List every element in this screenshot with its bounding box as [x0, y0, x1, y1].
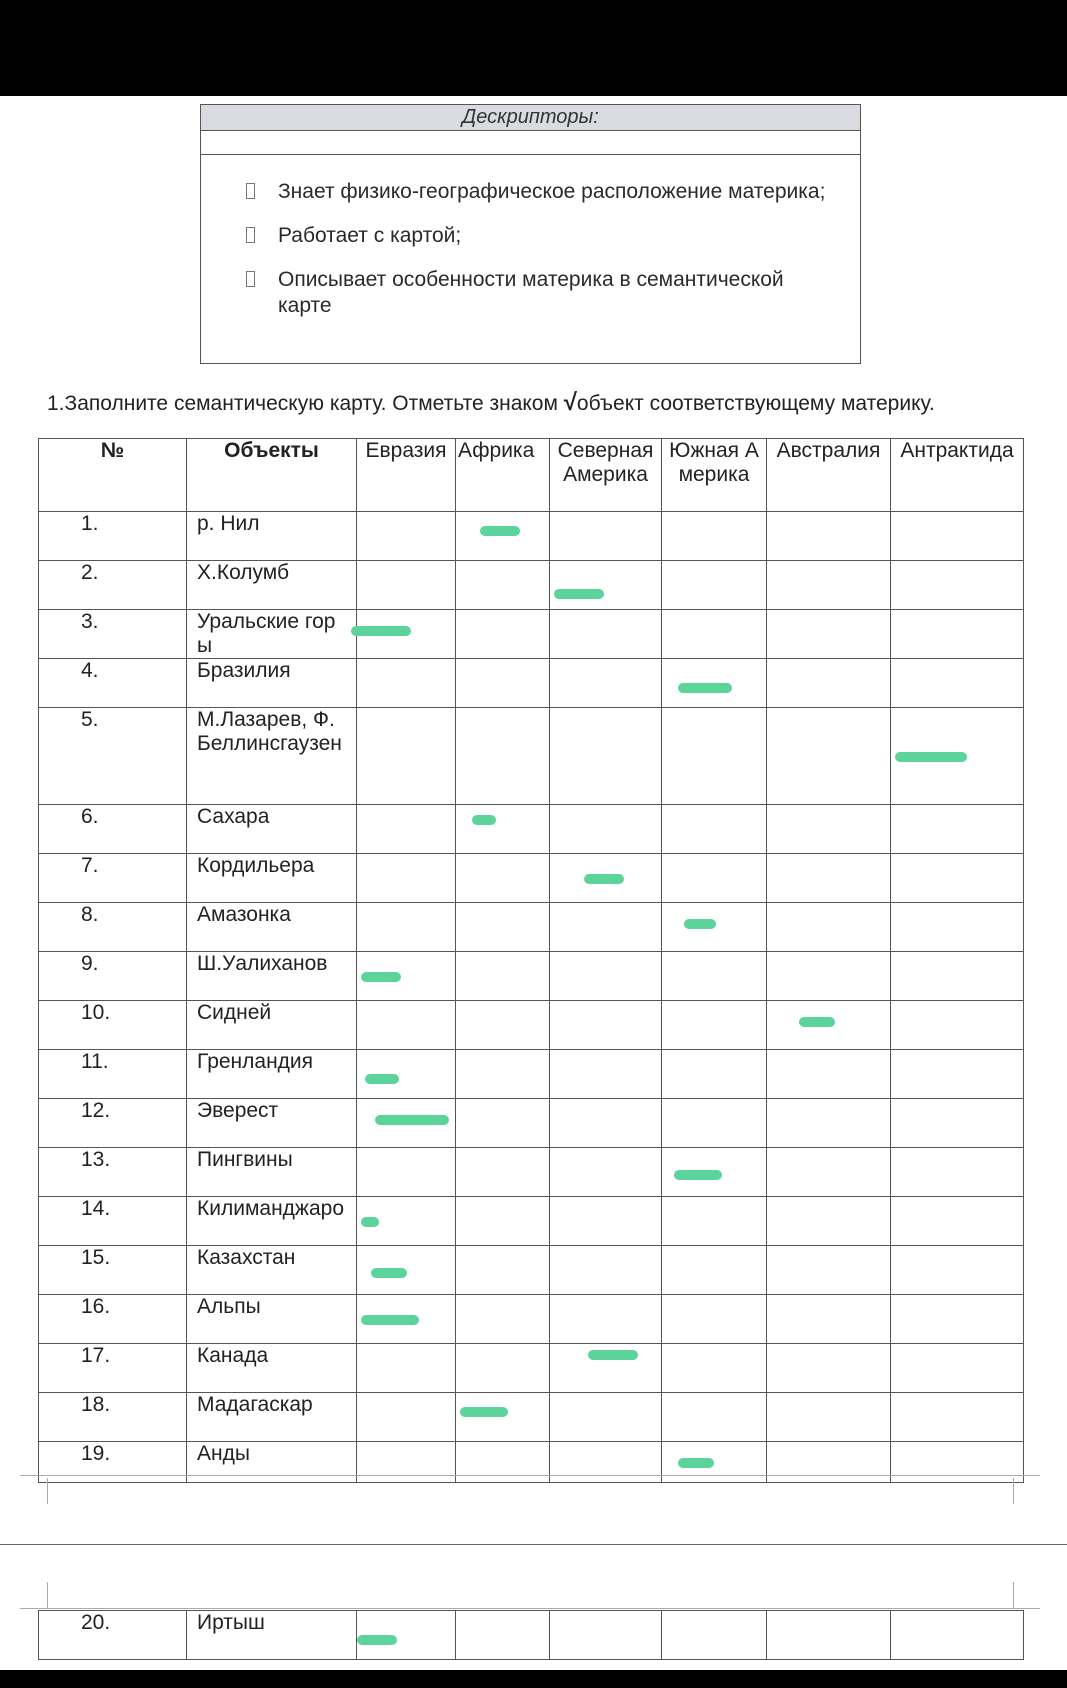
mark-cell[interactable]: [891, 1295, 1024, 1344]
mark-cell[interactable]: [767, 610, 891, 659]
header-eurasia: Евразия: [357, 439, 456, 512]
mark-cell[interactable]: [456, 1197, 550, 1246]
header-antarctica: Антрактида: [891, 439, 1024, 512]
row-object: Иртыш: [187, 1611, 357, 1660]
mark-cell[interactable]: [891, 659, 1024, 708]
mark-cell[interactable]: [456, 1393, 550, 1442]
mark-cell[interactable]: [456, 903, 550, 952]
mark-cell[interactable]: [357, 708, 456, 805]
table-row: [39, 1099, 1024, 1148]
row-number: 16.: [39, 1295, 187, 1344]
mark-cell[interactable]: [550, 1344, 662, 1393]
mark-cell[interactable]: [662, 512, 767, 561]
missing-glyph-icon: [246, 227, 255, 243]
mark-cell[interactable]: [662, 1148, 767, 1197]
mark-cell[interactable]: [357, 1344, 456, 1393]
header-australia: Австралия: [767, 439, 891, 512]
row-number: 14.: [39, 1197, 187, 1246]
mark-cell[interactable]: [550, 854, 662, 903]
mark-cell[interactable]: [456, 805, 550, 854]
mark-cell[interactable]: [550, 708, 662, 805]
page-corner-mark: [47, 1478, 48, 1504]
row-object: Казахстан: [187, 1246, 357, 1295]
mark-cell[interactable]: [357, 903, 456, 952]
mark-cell[interactable]: [456, 1001, 550, 1050]
row-object: Амазонка: [187, 903, 357, 952]
mark-cell[interactable]: [550, 1246, 662, 1295]
mark-cell[interactable]: [456, 610, 550, 659]
bottom-black-bar: [0, 1670, 1067, 1688]
row-object: М.Лазарев, Ф. Беллинсгаузен: [187, 708, 357, 805]
row-object: Эверест: [187, 1099, 357, 1148]
top-black-bar: [0, 0, 1067, 96]
mark-cell[interactable]: [456, 561, 550, 610]
mark-cell[interactable]: [456, 512, 550, 561]
mark-cell[interactable]: [456, 1050, 550, 1099]
green-marker: [361, 972, 401, 982]
table-row: [39, 805, 1024, 854]
table-row: [39, 952, 1024, 1001]
mark-cell[interactable]: [767, 952, 891, 1001]
mark-cell[interactable]: [891, 1246, 1024, 1295]
mark-cell[interactable]: [767, 854, 891, 903]
mark-cell[interactable]: [891, 903, 1024, 952]
green-marker: [357, 1635, 397, 1645]
mark-cell[interactable]: [456, 659, 550, 708]
page-break-line: [0, 1544, 1067, 1545]
row-number: 13.: [39, 1148, 187, 1197]
mark-cell[interactable]: [891, 610, 1024, 659]
mark-cell[interactable]: [767, 1344, 891, 1393]
row-object: Кордильера: [187, 854, 357, 903]
page-corner-mark: [1013, 1582, 1014, 1608]
mark-cell[interactable]: [456, 952, 550, 1001]
mark-cell[interactable]: [456, 1611, 550, 1660]
mark-cell[interactable]: [550, 1001, 662, 1050]
mark-cell[interactable]: [662, 1295, 767, 1344]
descriptors-box: [200, 104, 861, 364]
mark-cell[interactable]: [662, 1050, 767, 1099]
mark-cell[interactable]: [550, 1148, 662, 1197]
table-row: [39, 854, 1024, 903]
page-edge-line: [20, 1608, 1040, 1609]
mark-cell[interactable]: [456, 1295, 550, 1344]
mark-cell[interactable]: [891, 1393, 1024, 1442]
row-number: 6.: [39, 805, 187, 854]
mark-cell[interactable]: [767, 1393, 891, 1442]
mark-cell[interactable]: [767, 1295, 891, 1344]
page-corner-mark: [47, 1582, 48, 1608]
mark-cell[interactable]: [767, 1099, 891, 1148]
mark-cell[interactable]: [456, 708, 550, 805]
mark-cell[interactable]: [662, 561, 767, 610]
row-object: Альпы: [187, 1295, 357, 1344]
row-object: Уральские горы: [187, 610, 357, 659]
mark-cell[interactable]: [357, 1246, 456, 1295]
mark-cell[interactable]: [550, 1050, 662, 1099]
mark-cell[interactable]: [662, 659, 767, 708]
mark-cell[interactable]: [891, 805, 1024, 854]
checkmark-icon: √: [563, 389, 577, 416]
table-row: [39, 1344, 1024, 1393]
green-marker: [588, 1350, 638, 1360]
mark-cell[interactable]: [357, 512, 456, 561]
row-number: 10.: [39, 1001, 187, 1050]
row-number: 17.: [39, 1344, 187, 1393]
missing-glyph-icon: [246, 183, 255, 199]
mark-cell[interactable]: [550, 1295, 662, 1344]
table-row: [39, 1001, 1024, 1050]
row-object: Сидней: [187, 1001, 357, 1050]
green-marker: [674, 1170, 722, 1180]
mark-cell[interactable]: [767, 1148, 891, 1197]
mark-cell[interactable]: [662, 805, 767, 854]
row-object: Пингвины: [187, 1148, 357, 1197]
mark-cell[interactable]: [357, 1295, 456, 1344]
table-row: [39, 1442, 1024, 1483]
mark-cell[interactable]: [456, 1344, 550, 1393]
mark-cell[interactable]: [357, 805, 456, 854]
row-number: 18.: [39, 1393, 187, 1442]
mark-cell[interactable]: [456, 1148, 550, 1197]
table-row: [39, 708, 1024, 805]
mark-cell[interactable]: [767, 708, 891, 805]
green-marker: [371, 1268, 407, 1278]
mark-cell[interactable]: [357, 1442, 456, 1483]
row-object: Килиманджаро: [187, 1197, 357, 1246]
mark-cell[interactable]: [357, 1001, 456, 1050]
row-number: 15.: [39, 1246, 187, 1295]
header-south-america: Южная Америка: [662, 439, 767, 512]
descriptor-item: Знает физико-географическое расположение материка;: [246, 179, 840, 205]
row-object: Мадагаскар: [187, 1393, 357, 1442]
mark-cell[interactable]: [357, 1611, 456, 1660]
mark-cell[interactable]: [767, 1001, 891, 1050]
mark-cell[interactable]: [357, 854, 456, 903]
mark-cell[interactable]: [891, 854, 1024, 903]
mark-cell[interactable]: [550, 903, 662, 952]
mark-cell[interactable]: [891, 1001, 1024, 1050]
row-object: Х.Колумб: [187, 561, 357, 610]
row-object: Сахара: [187, 805, 357, 854]
row-number: 20.: [39, 1611, 187, 1660]
mark-cell[interactable]: [767, 561, 891, 610]
table-row: [39, 1246, 1024, 1295]
mark-cell[interactable]: [662, 610, 767, 659]
row-number: 9.: [39, 952, 187, 1001]
mark-cell[interactable]: [891, 1197, 1024, 1246]
mark-cell[interactable]: [550, 1611, 662, 1660]
row-object: Анды: [187, 1442, 357, 1483]
mark-cell[interactable]: [550, 610, 662, 659]
row-object: Канада: [187, 1344, 357, 1393]
mark-cell[interactable]: [662, 1197, 767, 1246]
descriptors-list: [201, 155, 860, 319]
table-row: [39, 1148, 1024, 1197]
green-marker: [584, 874, 624, 884]
green-marker: [361, 1217, 379, 1227]
row-object: Ш.Уалиханов: [187, 952, 357, 1001]
header-objects: Объекты: [187, 439, 357, 512]
green-marker: [799, 1017, 835, 1027]
mark-cell[interactable]: [891, 512, 1024, 561]
table-header-row: [39, 439, 1024, 512]
mark-cell[interactable]: [662, 1344, 767, 1393]
mark-cell[interactable]: [357, 561, 456, 610]
green-marker: [375, 1115, 449, 1125]
row-number: 12.: [39, 1099, 187, 1148]
task-instruction: 1.Заполните семантическую карту. Отметьте знаком √объект соответствующему материку.: [47, 389, 935, 416]
row-number: 2.: [39, 561, 187, 610]
mark-cell[interactable]: [550, 561, 662, 610]
page-corner-mark: [1013, 1478, 1014, 1504]
mark-cell[interactable]: [767, 1197, 891, 1246]
table-row: [39, 1197, 1024, 1246]
table-row: [39, 1295, 1024, 1344]
descriptors-title: Дескрипторы:: [201, 105, 860, 131]
mark-cell[interactable]: [662, 1393, 767, 1442]
descriptors-empty-row: [201, 131, 860, 155]
descriptor-item: Работает с картой;: [246, 223, 840, 249]
table-row: [39, 903, 1024, 952]
mark-cell[interactable]: [662, 854, 767, 903]
table-row: [39, 512, 1024, 561]
mark-cell[interactable]: [767, 1611, 891, 1660]
table-row: [39, 1611, 1024, 1660]
mark-cell[interactable]: [550, 1197, 662, 1246]
page-edge-line: [20, 1475, 1040, 1476]
header-north-america: Северная Америка: [550, 439, 662, 512]
mark-cell[interactable]: [550, 805, 662, 854]
mark-cell[interactable]: [456, 1246, 550, 1295]
mark-cell[interactable]: [456, 1099, 550, 1148]
mark-cell[interactable]: [456, 1442, 550, 1483]
mark-cell[interactable]: [662, 903, 767, 952]
green-marker: [351, 626, 411, 636]
mark-cell[interactable]: [767, 512, 891, 561]
green-marker: [678, 683, 732, 693]
semantic-map-table: [38, 438, 1024, 1483]
mark-cell[interactable]: [891, 1611, 1024, 1660]
row-number: 5.: [39, 708, 187, 805]
mark-cell[interactable]: [662, 1099, 767, 1148]
green-marker: [361, 1315, 419, 1325]
green-marker: [554, 589, 604, 599]
mark-cell[interactable]: [891, 1148, 1024, 1197]
green-marker: [480, 526, 520, 536]
table-row: [39, 561, 1024, 610]
mark-cell[interactable]: [662, 952, 767, 1001]
row-object: Гренландия: [187, 1050, 357, 1099]
mark-cell[interactable]: [767, 903, 891, 952]
table-row: [39, 1050, 1024, 1099]
row-object: р. Нил: [187, 512, 357, 561]
mark-cell[interactable]: [357, 1197, 456, 1246]
green-marker: [472, 815, 496, 825]
green-marker: [365, 1074, 399, 1084]
header-number: №: [39, 439, 187, 512]
green-marker: [678, 1458, 714, 1468]
mark-cell[interactable]: [357, 1148, 456, 1197]
table-row: [39, 1393, 1024, 1442]
missing-glyph-icon: [246, 271, 255, 287]
mark-cell[interactable]: [891, 1442, 1024, 1483]
mark-cell[interactable]: [662, 708, 767, 805]
mark-cell[interactable]: [456, 854, 550, 903]
mark-cell[interactable]: [357, 659, 456, 708]
mark-cell[interactable]: [550, 659, 662, 708]
mark-cell[interactable]: [891, 1050, 1024, 1099]
table-row: [39, 610, 1024, 659]
mark-cell[interactable]: [767, 1442, 891, 1483]
mark-cell[interactable]: [357, 610, 456, 659]
descriptor-item: Описывает особенности материка в семантической карте: [246, 267, 840, 319]
mark-cell[interactable]: [357, 1393, 456, 1442]
mark-cell[interactable]: [891, 1344, 1024, 1393]
green-marker: [895, 752, 967, 762]
row-object: Бразилия: [187, 659, 357, 708]
row-number: 11.: [39, 1050, 187, 1099]
mark-cell[interactable]: [357, 1099, 456, 1148]
header-africa: Африка: [456, 439, 550, 512]
mark-cell[interactable]: [550, 1442, 662, 1483]
row-number: 3.: [39, 610, 187, 659]
mark-cell[interactable]: [550, 1393, 662, 1442]
mark-cell[interactable]: [891, 952, 1024, 1001]
mark-cell[interactable]: [357, 1050, 456, 1099]
green-marker: [460, 1407, 508, 1417]
mark-cell[interactable]: [662, 1611, 767, 1660]
mark-cell[interactable]: [550, 1099, 662, 1148]
mark-cell[interactable]: [891, 1099, 1024, 1148]
row-number: 7.: [39, 854, 187, 903]
mark-cell[interactable]: [357, 952, 456, 1001]
table-row: [39, 659, 1024, 708]
mark-cell[interactable]: [767, 1050, 891, 1099]
mark-cell[interactable]: [891, 708, 1024, 805]
green-marker: [684, 919, 716, 929]
mark-cell[interactable]: [662, 1001, 767, 1050]
row-number: 19.: [39, 1442, 187, 1483]
mark-cell[interactable]: [662, 1442, 767, 1483]
row-number: 8.: [39, 903, 187, 952]
mark-cell[interactable]: [767, 805, 891, 854]
mark-cell[interactable]: [550, 952, 662, 1001]
mark-cell[interactable]: [550, 512, 662, 561]
semantic-map-table-continued: [38, 1610, 1024, 1660]
row-number: 4.: [39, 659, 187, 708]
mark-cell[interactable]: [891, 561, 1024, 610]
mark-cell[interactable]: [767, 1246, 891, 1295]
mark-cell[interactable]: [767, 659, 891, 708]
row-number: 1.: [39, 512, 187, 561]
mark-cell[interactable]: [662, 1246, 767, 1295]
